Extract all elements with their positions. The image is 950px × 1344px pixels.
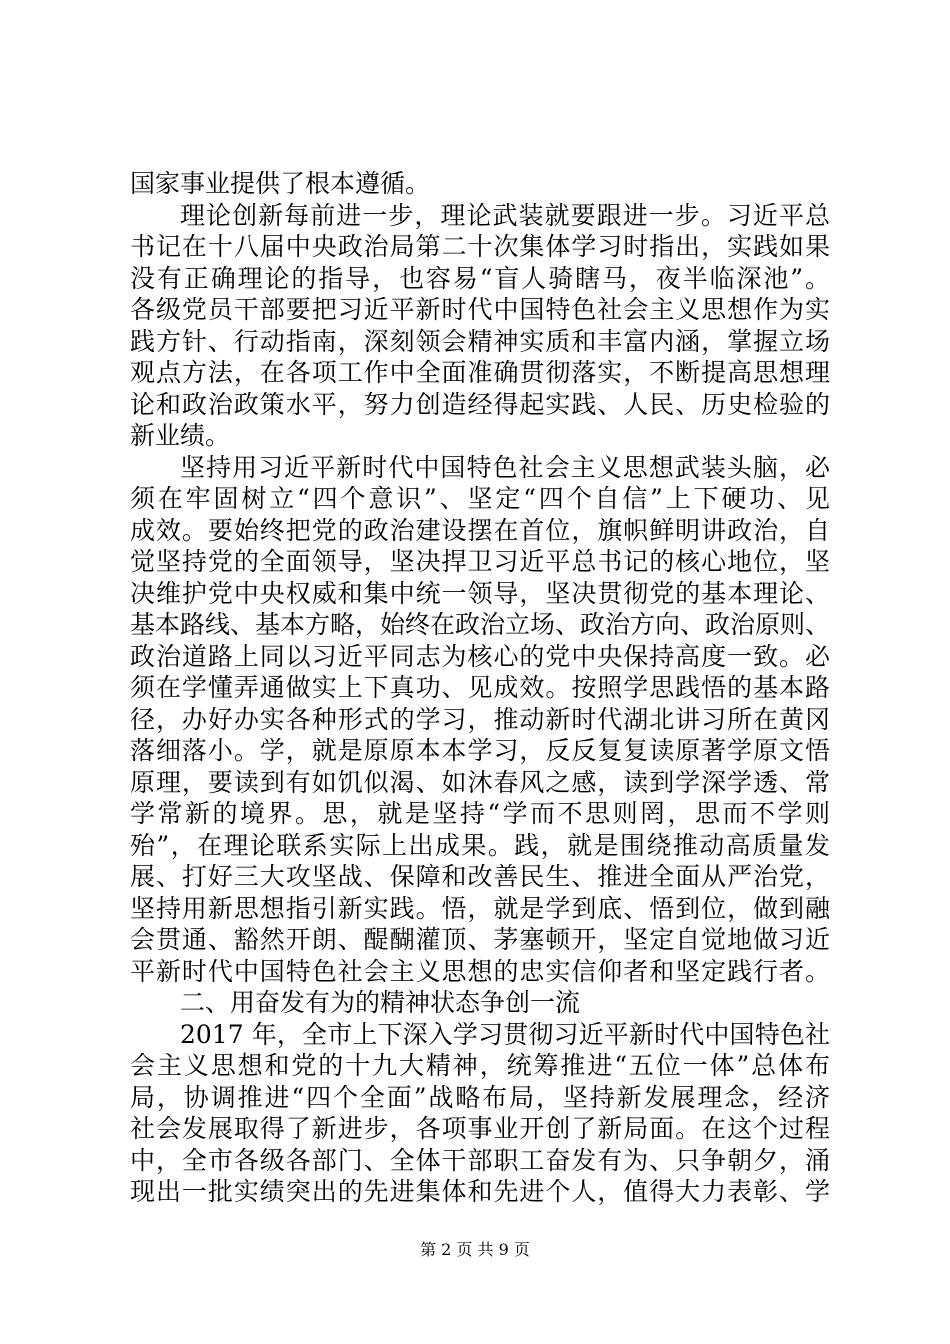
text-line: 会贯通、豁然开朗、醍醐灌顶、茅塞顿开，坚定自觉地做习近 xyxy=(130,925,830,954)
text-line: 须在学懂弄通做实上下真功、见成效。按照学思践悟的基本路 xyxy=(130,673,830,702)
text-line: 没有正确理论的指导，也容易“盲人骑瞎马，夜半临深池”。 xyxy=(130,263,830,293)
text-line: 论和政治政策水平，努力创造经得起实践、人民、历史检验的 xyxy=(130,389,830,419)
text-line: 二、用奋发有为的精神状态争创一流 xyxy=(180,988,581,1017)
document-body xyxy=(130,168,830,1208)
text-line: 局，协调推进“四个全面”战略布局，坚持新发展理念，经济 xyxy=(130,1082,830,1112)
text-line: 落细落小。学，就是原原本本学习，反反复复读原著学原文悟 xyxy=(130,736,830,765)
page-number-footer: 第 2 页 共 9 页 xyxy=(420,1240,530,1259)
text-line: 平新时代中国特色社会主义思想的忠实信仰者和坚定践行者。 xyxy=(130,956,830,986)
text-line: 践方针、行动指南，深刻领会精神实质和丰富内涵，掌握立场 xyxy=(130,326,830,356)
text-line: 政治道路上同以习近平同志为核心的党中央保持高度一致。必 xyxy=(130,641,830,671)
text-line: 殆”，在理论联系实际上出成果。践，就是围绕推动高质量发 xyxy=(130,830,830,860)
text-line: 会主义思想和党的十九大精神，统筹推进“五位一体”总体布 xyxy=(130,1051,830,1080)
text-line: 学常新的境界。思，就是坚持“学而不思则罔，思而不学则 xyxy=(130,799,830,828)
text-line: 坚持用新思想指引新实践。悟，就是学到底、悟到位，做到融 xyxy=(130,893,830,923)
text-line: 坚持用习近平新时代中国特色社会主义思想武装头脑，必 xyxy=(180,452,830,482)
text-line: 基本路线、基本方略，始终在政治立场、政治方向、政治原则、 xyxy=(130,610,831,639)
text-line: 决维护党中央权威和集中统一领导，坚决贯彻党的基本理论、 xyxy=(130,578,830,608)
text-line: 中，全市各级各部门、全体干部职工奋发有为、只争朝夕，涌 xyxy=(130,1145,830,1175)
text-line: 理论创新每前进一步，理论武装就要跟进一步。习近平总 xyxy=(180,200,830,230)
text-line: 径，办好办实各种形式的学习，推动新时代湖北讲习所在黄冈 xyxy=(130,704,830,734)
text-line: 国家事业提供了根本遵循。 xyxy=(130,169,431,198)
text-line: 社会发展取得了新进步，各项事业开创了新局面。在这个过程 xyxy=(130,1114,830,1143)
text-line: 展、打好三大攻坚战、保障和改善民生、推进全面从严治党， xyxy=(130,862,830,891)
text-line: 书记在十八届中央政治局第二十次集体学习时指出，实践如果 xyxy=(130,232,830,261)
text-line: 各级党员干部要把习近平新时代中国特色社会主义思想作为实 xyxy=(130,295,830,324)
text-line: 成效。要始终把党的政治建设摆在首位，旗帜鲜明讲政治，自 xyxy=(130,515,830,545)
text-line: 须在牢固树立“四个意识”、坚定“四个自信”上下硬功、见 xyxy=(130,484,830,513)
text-line: 观点方法，在各项工作中全面准确贯彻落实，不断提高思想理 xyxy=(130,358,830,387)
text-line: 原理，要读到有如饥似渴、如沐春风之感，读到学深学透、常 xyxy=(130,767,830,797)
text-line: 觉坚持党的全面领导，坚决捍卫习近平总书记的核心地位，坚 xyxy=(130,547,830,576)
text-line: 新业绩。 xyxy=(130,421,231,450)
text-line: 2017 年，全市上下深入学习贯彻习近平新时代中国特色社 xyxy=(180,1019,830,1049)
text-line: 现出一批实绩突出的先进集体和先进个人，值得大力表彰、学 xyxy=(130,1177,830,1206)
